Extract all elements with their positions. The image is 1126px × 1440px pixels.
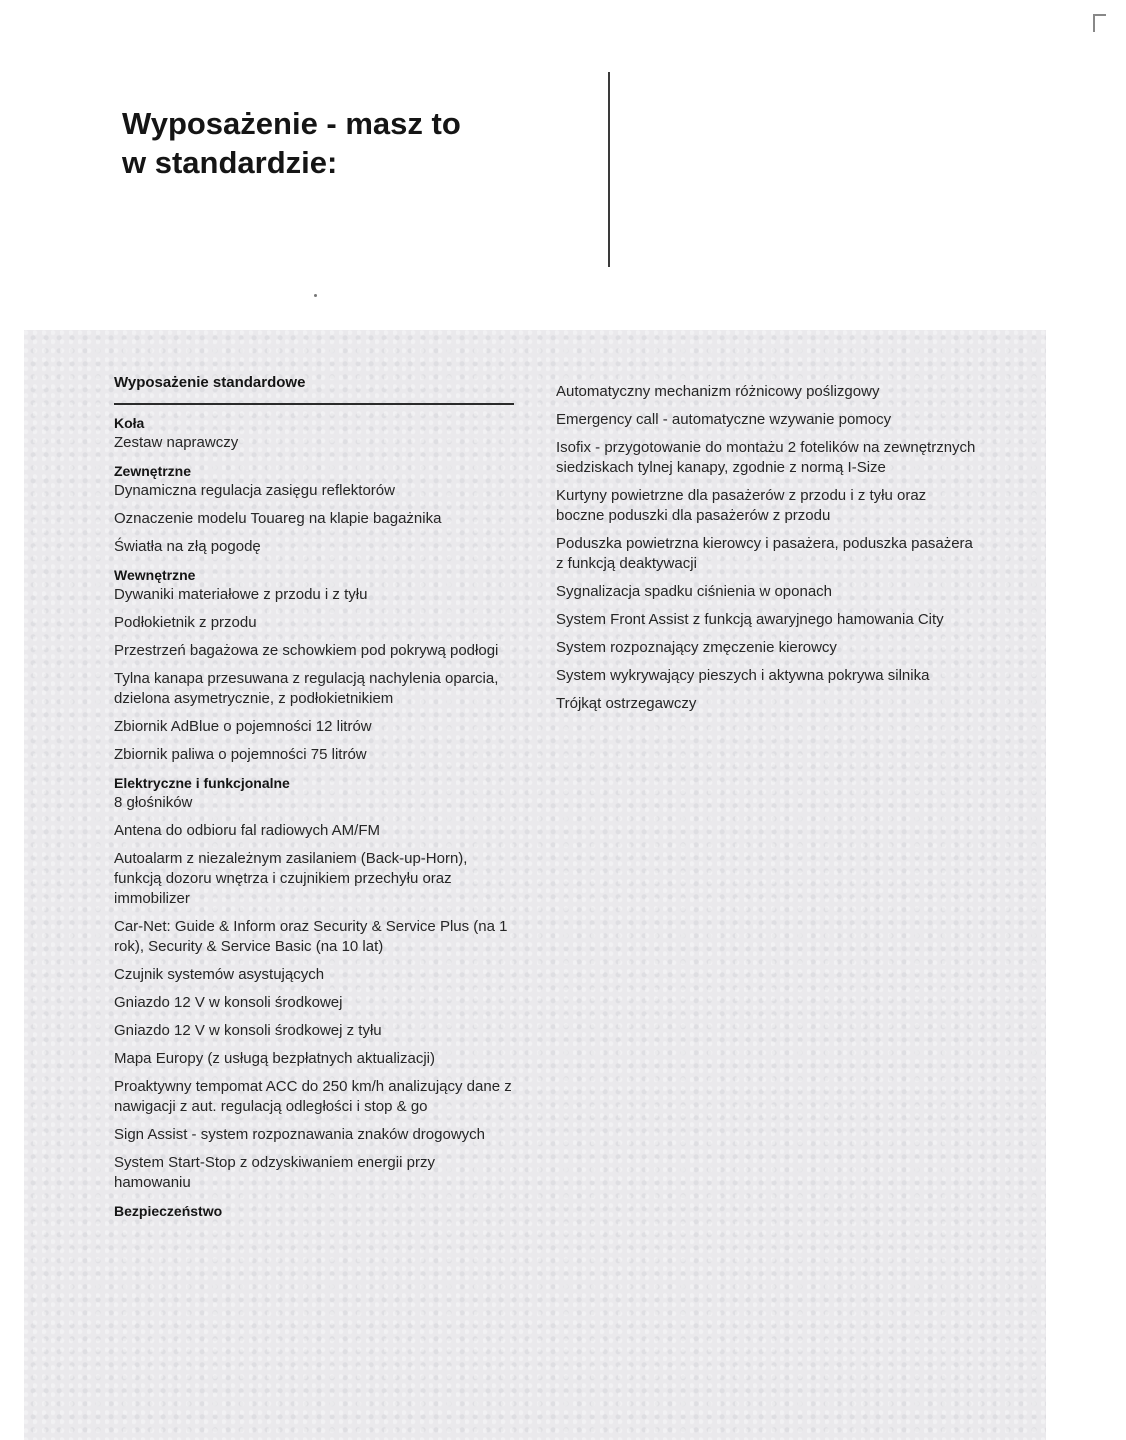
list-item: Zbiornik paliwa o pojemności 75 litrów	[114, 746, 367, 763]
group-items-list	[114, 481, 514, 557]
list-item: Mapa Europy (z usługą bezpłatnych aktualizacji)	[114, 1050, 435, 1067]
scan-corner-mark	[1093, 14, 1106, 32]
list-item: Autoalarm z niezależnym zasilaniem (Back-up-Horn), funkcją dozoru wnętrza i czujnikiem przechyłu oraz immobilizer	[114, 850, 468, 907]
list-item: Car-Net: Guide & Inform oraz Security & Service Plus (na 1 rok), Security & Service Basic (na 10 lat)	[114, 918, 508, 955]
list-item: System Front Assist z funkcją awaryjnego hamowania City	[556, 611, 944, 628]
list-item: Przestrzeń bagażowa ze schowkiem pod pokrywą podłogi	[114, 642, 499, 659]
list-item: Oznaczenie modelu Touareg na klapie bagażnika	[114, 510, 442, 527]
list-item: Kurtyny powietrzne dla pasażerów z przodu i z tyłu oraz boczne poduszki dla pasażerów z przodu	[556, 487, 927, 524]
right-column	[556, 330, 976, 722]
list-item: Emergency call - automatyczne wzywanie pomocy	[556, 411, 892, 428]
left-column	[114, 330, 514, 1221]
group-title: Wewnętrzne	[114, 567, 196, 583]
list-item: Zestaw naprawczy	[114, 434, 239, 451]
list-item: Gniazdo 12 V w konsoli środkowej	[114, 994, 343, 1011]
group-items-list	[114, 433, 514, 453]
page-title-line-2: w standardzie:	[122, 145, 338, 180]
list-item: Trójkąt ostrzegawczy	[556, 695, 697, 712]
page-title	[122, 104, 592, 182]
page-title-line-1: Wyposażenie - masz to	[122, 106, 461, 141]
list-item: Sign Assist - system rozpoznawania znaków drogowych	[114, 1126, 486, 1143]
list-item: Gniazdo 12 V w konsoli środkowej z tyłu	[114, 1022, 382, 1039]
equipment-groups	[114, 413, 514, 1221]
group-title: Elektryczne i funkcjonalne	[114, 775, 290, 791]
list-item: Isofix - przygotowanie do montażu 2 fotelików na zewnętrznych siedziskach tylnej kanapy, zgodnie z normą I-Size	[556, 439, 976, 476]
scan-speck	[314, 294, 317, 297]
group-title: Zewnętrzne	[114, 463, 192, 479]
list-item: 8 głośników	[114, 794, 193, 811]
group-title: Bezpieczeństwo	[114, 1203, 223, 1219]
list-item: System rozpoznający zmęczenie kierowcy	[556, 639, 837, 656]
list-item: Tylna kanapa przesuwana z regulacją nachylenia oparcia, dzielona asymetrycznie, z podłokietnikiem	[114, 670, 499, 707]
list-item: Czujnik systemów asystujących	[114, 966, 325, 983]
list-item: Dywaniki materiałowe z przodu i z tyłu	[114, 586, 368, 603]
list-item: Światła na złą pogodę	[114, 538, 261, 555]
list-item: System Start-Stop z odzyskiwaniem energii przy hamowaniu	[114, 1154, 435, 1191]
list-item: Poduszka powietrzna kierowcy i pasażera, poduszka pasażera z funkcją deaktywacji	[556, 535, 973, 572]
group-items-list	[114, 585, 514, 765]
group-title: Koła	[114, 415, 145, 431]
section-heading: Wyposażenie standardowe	[114, 374, 306, 391]
list-item: Sygnalizacja spadku ciśnienia w oponach	[556, 583, 833, 600]
group-items-list	[114, 793, 514, 1193]
list-item: System wykrywający pieszych i aktywna pokrywa silnika	[556, 667, 930, 684]
equipment-panel	[24, 330, 1046, 1440]
vertical-divider	[608, 72, 610, 267]
heading-underline	[114, 403, 514, 405]
safety-items-list	[556, 330, 976, 714]
list-item: Antena do odbioru fal radiowych AM/FM	[114, 822, 380, 839]
list-item: Podłokietnik z przodu	[114, 614, 257, 631]
list-item: Zbiornik AdBlue o pojemności 12 litrów	[114, 718, 372, 735]
list-item: Proaktywny tempomat ACC do 250 km/h analizujący dane z nawigacji z aut. regulacją odległości i stop & go	[114, 1078, 512, 1115]
list-item: Dynamiczna regulacja zasięgu reflektorów	[114, 482, 395, 499]
list-item: Automatyczny mechanizm różnicowy poślizgowy	[556, 383, 880, 400]
